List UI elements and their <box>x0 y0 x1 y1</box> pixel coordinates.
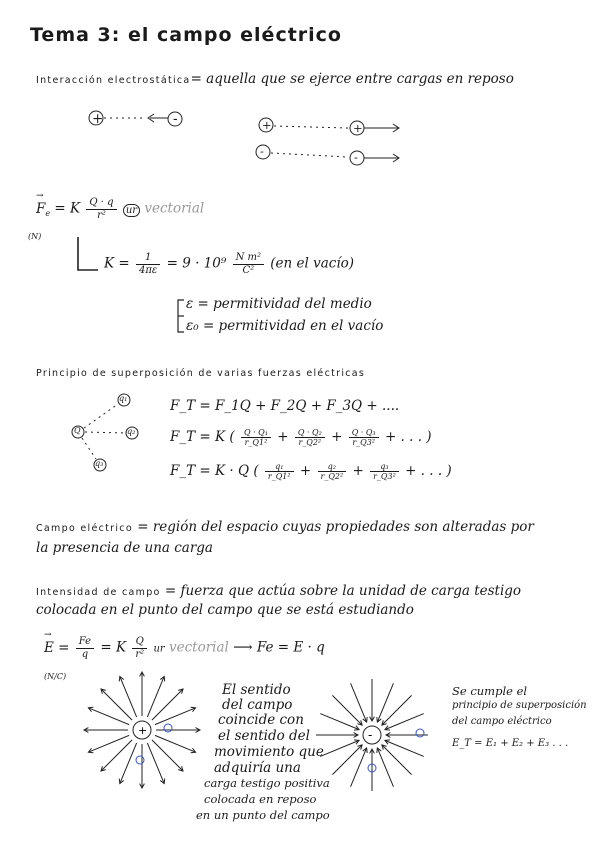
superposition-eq2: F_T = K ( $\frac{\text{Q · Q₁}}{\text{r\_Q1²}}$ + $\frac{\text{Q · Q₂}}{\text{r\_Q2²}}$ + $\frac{\text{Q · Q₃}}{\text{r\_Q3²}}$ + . . . ) <box>170 428 432 448</box>
svg-text:+: + <box>138 724 148 737</box>
field-definition-line2: la presencia de una carga <box>36 540 213 556</box>
epsilon-definition: ε = permitividad del medio <box>186 296 372 312</box>
epsilon0-definition: ε₀ = permitividad en el vacío <box>186 318 384 334</box>
superposition-eq3: F_T = K · Q ( $\frac{\text{q₁}}{\text{r\_Q1²}}$ + $\frac{\text{q₂}}{\text{r\_Q2²}}$ + $\frac{\text{q₃}}{\text{r\_Q3²}}$ + . . . ) <box>170 462 452 482</box>
test-charge-icon <box>136 756 144 764</box>
interaction-line: Interacción electrostática= aquella que se ejerce entre cargas en reposo <box>36 71 514 87</box>
minus-sign: - <box>173 111 178 127</box>
vectorial-note: vectorial <box>144 200 205 217</box>
intensity-formula: → E = $\frac{Fe}{q}$ = K $\frac{Q}{\text{r²}}$ ur vectorial ⟶ Fe = E · q <box>44 636 325 660</box>
plus-sign: + <box>92 111 104 127</box>
superposition-eq1: F_T = F_1Q + F_2Q + F_3Q + .... <box>170 398 400 414</box>
force-law: → $F_e = K$ $\frac{Q \cdot q}{\text{r²}}$ ur vectorial <box>36 197 204 221</box>
test-charge-icon <box>164 724 172 732</box>
k-definition: K = $\frac{1}{4\pi\varepsilon}$ = 9 · 10⁹ $\frac{\text{N m²}}{\text{C²}}$ (en el vacío) <box>104 252 355 276</box>
superposition-heading: Principio de superposición de varias fuerzas eléctricas <box>36 368 366 379</box>
field-definition: Campo eléctrico = región del espacio cuyas propiedades son alteradas por <box>36 519 534 535</box>
interaction-definition: aquella que se ejerce entre cargas en reposo <box>206 71 514 87</box>
test-charge-icon <box>416 729 424 737</box>
unit-vector: ur <box>123 204 140 217</box>
svg-text:-: - <box>368 728 373 742</box>
newton-unit: (N) <box>28 232 42 241</box>
nc-unit: (N/C) <box>44 672 67 681</box>
interaction-label: Interacción electrostática <box>36 75 191 86</box>
intensity-definition-line2: colocada en el punto del campo que se está estudiando <box>36 602 414 618</box>
intensity-definition: Intensidad de campo = fuerza que actúa sobre la unidad de carga testigo <box>36 583 522 599</box>
page-title: Tema 3: el campo eléctrico <box>30 24 342 46</box>
